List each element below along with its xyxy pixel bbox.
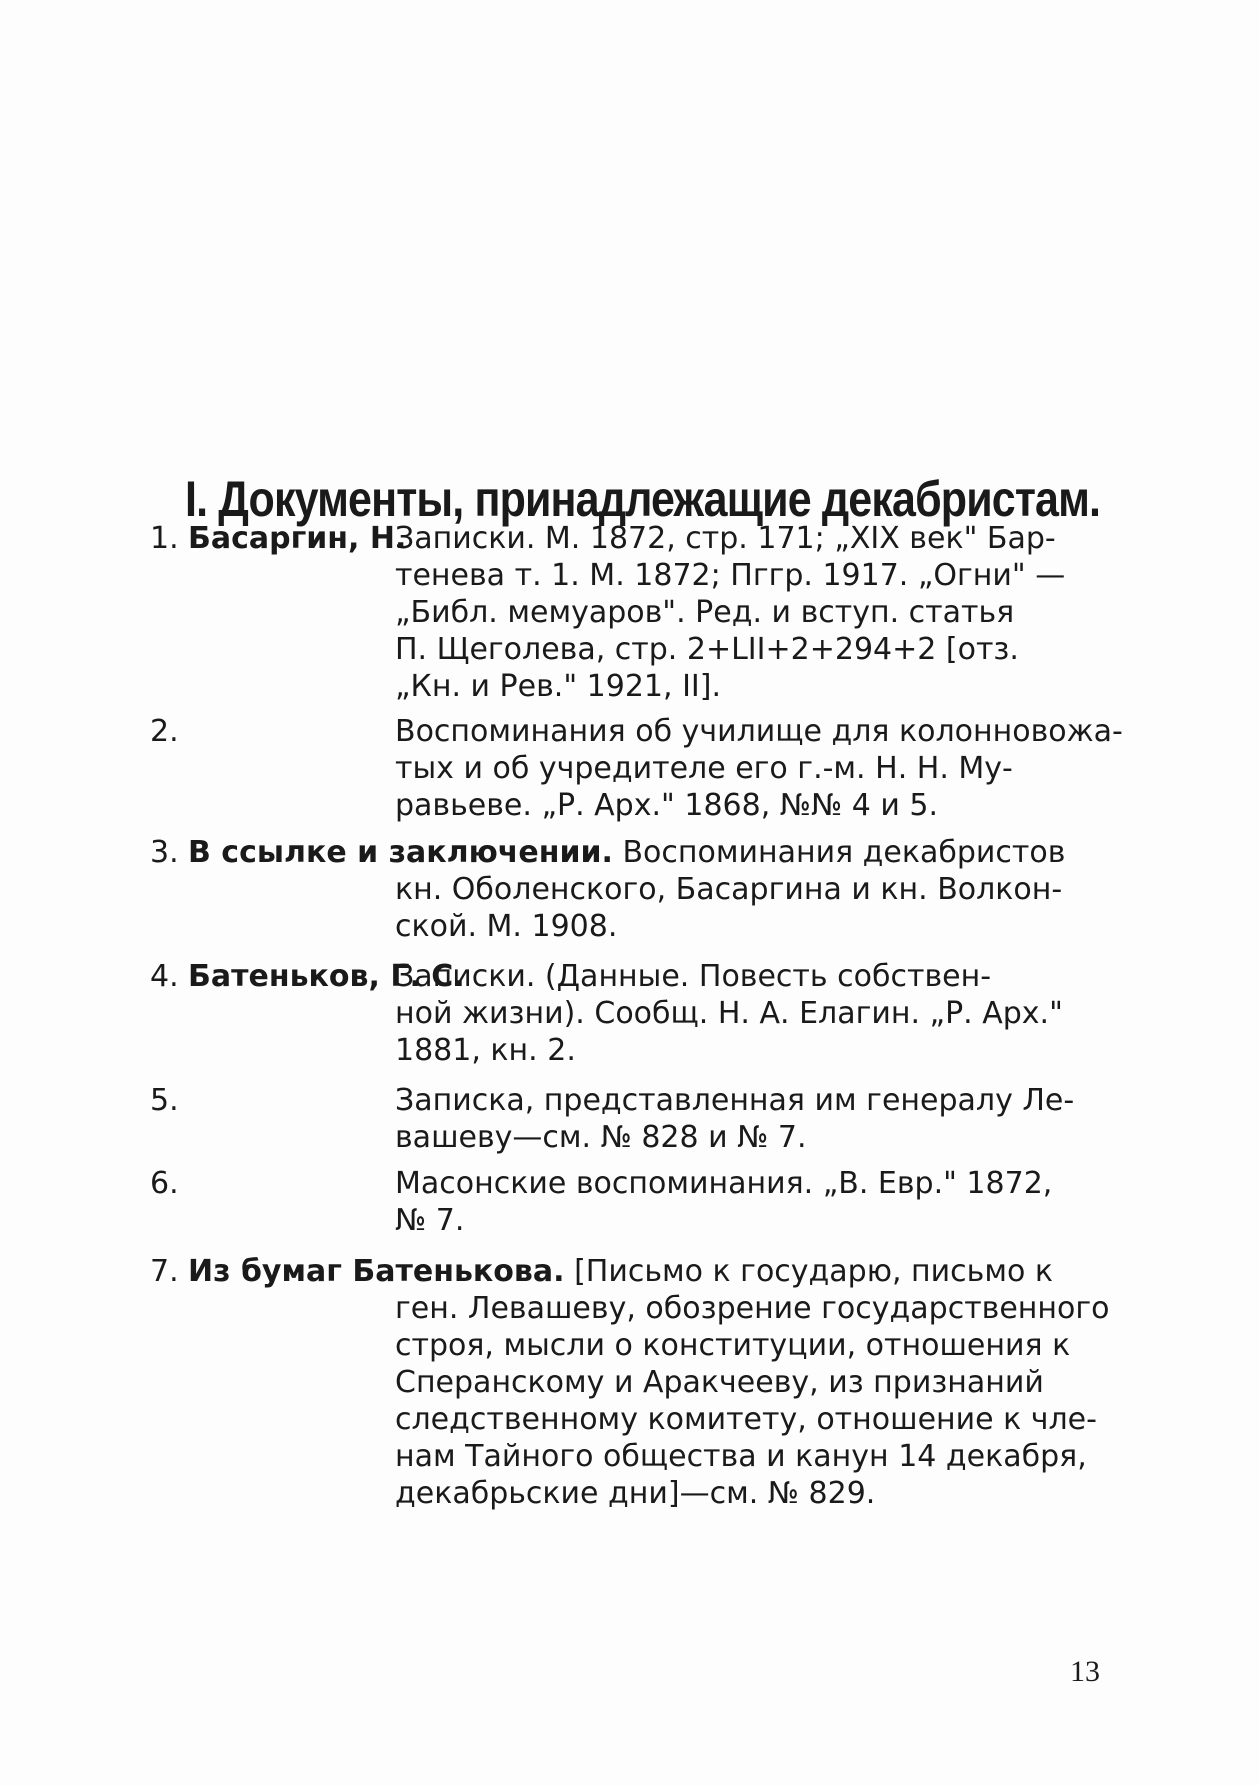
- entry-number: 4.: [150, 959, 179, 994]
- entry-text: [395, 1165, 1110, 1239]
- entry-text: [188, 834, 1110, 945]
- entry-line: „Кн. и Рев." 1921, II].: [395, 669, 722, 704]
- entry-line: П. Щеголева, стр. 2+LII+2+294+2 [отз.: [395, 632, 1019, 667]
- bibliography-entry: [150, 1082, 1110, 1156]
- entry-line: тенева т. 1. М. 1872; Пггр. 1917. „Огни" —: [395, 558, 1066, 593]
- entry-line: вашеву—см. № 828 и № 7.: [395, 1120, 807, 1155]
- entry-number: 7.: [150, 1254, 179, 1289]
- entry-line: Сперанскому и Аракчееву, из признаний: [395, 1365, 1044, 1400]
- entry-author: Батеньков, Г. С.: [188, 959, 465, 994]
- page-number: 13: [1070, 1655, 1100, 1688]
- entry-line: строя, мысли о конституции, отношения к: [395, 1328, 1071, 1363]
- entry-line: декабрьские дни]—см. № 829.: [395, 1476, 876, 1511]
- entry-line: № 7.: [395, 1203, 465, 1238]
- entry-number: 2.: [150, 714, 179, 749]
- entry-line: [Письмо к государю, письмо к: [574, 1254, 1053, 1289]
- entry-title: Из бумаг Батенькова.: [188, 1254, 565, 1289]
- bibliography-entry: [150, 1253, 1110, 1512]
- bibliography-entry: [150, 834, 1110, 945]
- bibliography-entry: [150, 520, 1110, 705]
- entry-text: [395, 1082, 1110, 1156]
- entry-author: Басаргин, Н.: [188, 521, 407, 556]
- entry-line: следственному комитету, отношение к чле-: [395, 1402, 1097, 1437]
- section-heading: I. Документы, принадлежащие декабристам.: [185, 471, 1101, 527]
- entry-text: [188, 1253, 1110, 1512]
- entry-line: Воспоминания об училище для колонновожа-: [395, 714, 1123, 749]
- entry-number: 3.: [150, 835, 179, 870]
- entry-line: ской. М. 1908.: [395, 909, 618, 944]
- entry-first-line: [188, 1253, 1110, 1290]
- entry-text: [395, 520, 1110, 705]
- entry-number: 1.: [150, 521, 179, 556]
- bibliography-entry: [150, 958, 1110, 1069]
- entry-line: тых и об учредителе его г.-м. Н. Н. Му-: [395, 751, 1013, 786]
- entry-line: Записки. (Данные. Повесть собствен-: [395, 959, 992, 994]
- entry-line: Записка, представленная им генералу Ле-: [395, 1083, 1075, 1118]
- entry-first-line: [188, 834, 1110, 871]
- entry-line: Воспоминания декабристов: [622, 835, 1066, 870]
- entry-number: 5.: [150, 1083, 179, 1118]
- entry-text: [395, 958, 1110, 1069]
- entry-line: кн. Оболенского, Басаргина и кн. Волкон-: [395, 872, 1063, 907]
- bibliography-entry: [150, 713, 1123, 824]
- entry-line: нам Тайного общества и канун 14 декабря,: [395, 1439, 1087, 1474]
- entry-line: 1881, кн. 2.: [395, 1033, 576, 1068]
- entry-line: Масонские воспоминания. „В. Евр." 1872,: [395, 1166, 1053, 1201]
- entry-line: ген. Левашеву, обозрение государственного: [395, 1291, 1110, 1326]
- entry-title: В ссылке и заключении.: [188, 835, 613, 870]
- entry-number: 6.: [150, 1166, 179, 1201]
- entry-line: Записки. М. 1872, стр. 171; „XIX век" Бар-: [395, 521, 1056, 556]
- entry-line: равьеве. „Р. Арх." 1868, №№ 4 и 5.: [395, 788, 938, 823]
- entry-line: „Библ. мемуаров". Ред. и вступ. статья: [395, 595, 1015, 630]
- entry-line: ной жизни). Сообщ. Н. А. Елагин. „Р. Арх.": [395, 996, 1063, 1031]
- bibliography-entry: [150, 1165, 1110, 1239]
- entry-text: [395, 713, 1123, 824]
